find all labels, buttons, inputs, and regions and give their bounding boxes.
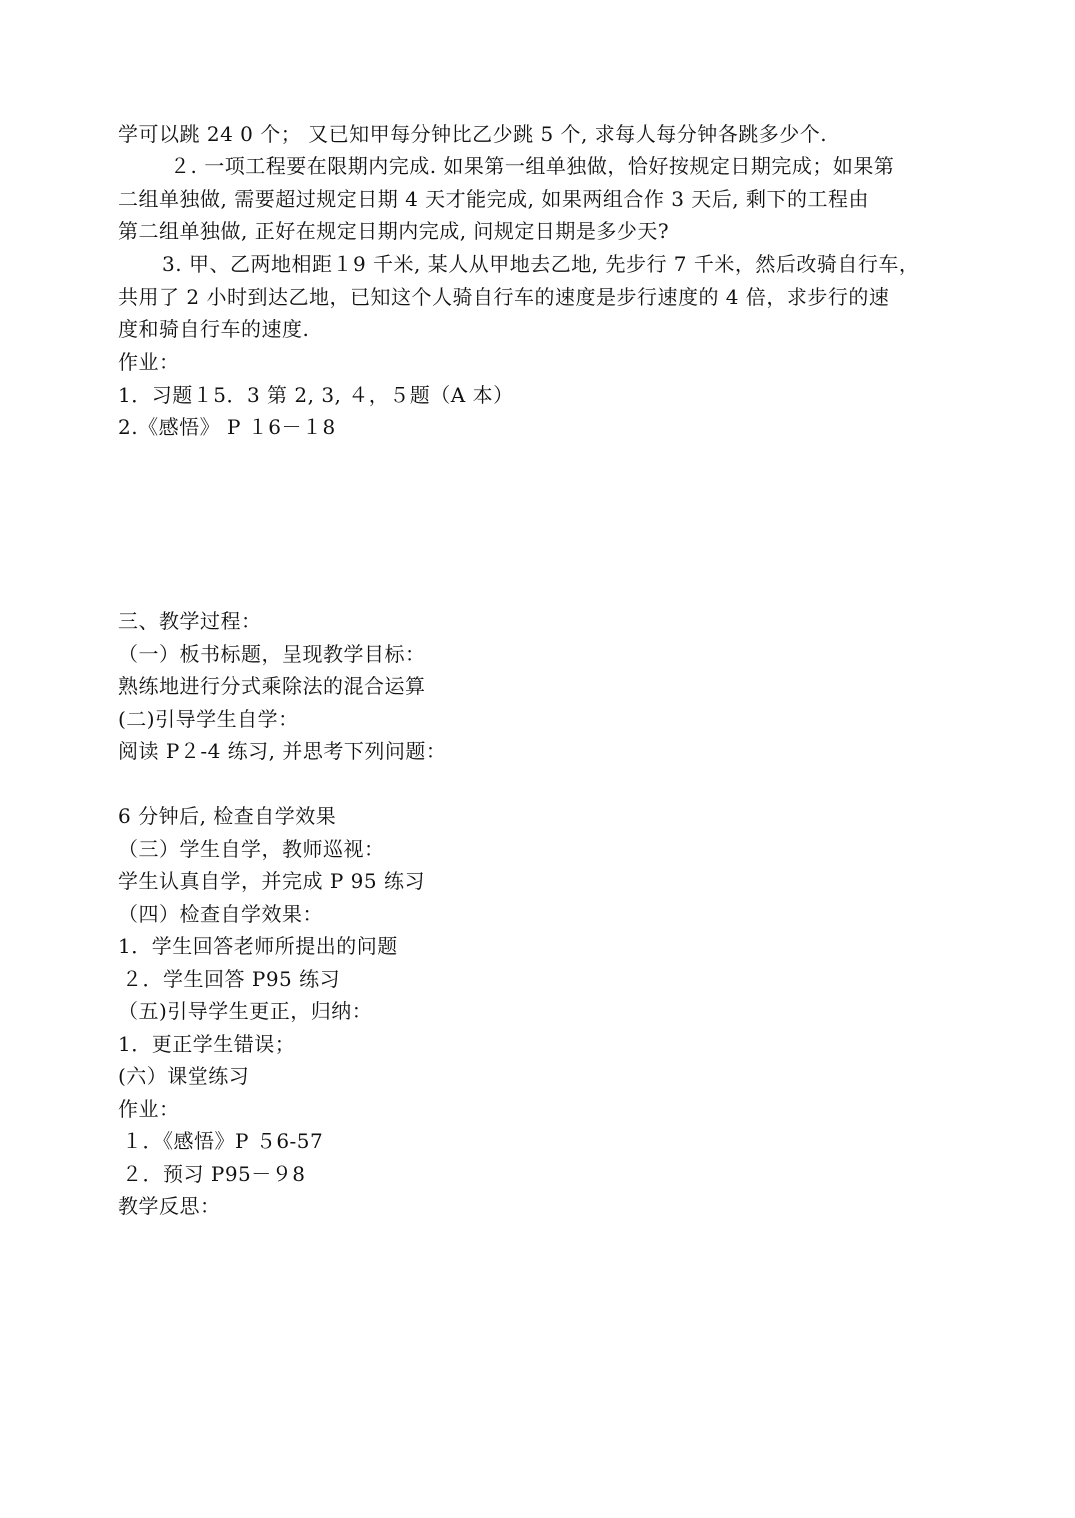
step-6-heading: (六）课堂练习 [118, 1064, 250, 1088]
problem-3-line-1: 3. 甲、乙两地相距１9 千米, 某人从甲地去乙地, 先步行 7 千米，然后改骑自行车， [162, 252, 920, 276]
problem-2-line-3: 第二组单独做, 正好在规定日期内完成, 问规定日期是多少天? [118, 219, 670, 243]
problem-1-continuation: 学可以跳 24 0 个； 又已知甲每分钟比乙少跳 5 个, 求每人每分钟各跳多少个. [118, 122, 828, 146]
homework-heading-2: 作业： [118, 1097, 180, 1121]
homework-item-2: 2.《感悟》 P １6－１8 [118, 415, 336, 439]
check-item-2: ２．学生回答 P95 练习 [122, 967, 341, 991]
homework-heading: 作业： [118, 350, 180, 374]
teaching-reflection-heading: 教学反思： [118, 1194, 221, 1218]
student-self-study: 学生认真自学，并完成 P 95 练习 [118, 869, 425, 893]
teaching-goal: 熟练地进行分式乘除法的混合运算 [118, 674, 426, 698]
problem-2-line-2: 二组单独做, 需要超过规定日期 4 天才能完成, 如果两组合作 3 天后, 剩下的工程由 [118, 187, 870, 211]
problem-3-line-2: 共用了 2 小时到达乙地，已知这个人骑自行车的速度是步行速度的 4 倍，求步行的速 [118, 285, 890, 309]
step-2-heading: (二)引导学生自学： [118, 707, 299, 731]
correction-item-1: 1．更正学生错误； [118, 1032, 296, 1056]
problem-3-line-3: 度和骑自行车的速度. [118, 317, 310, 341]
problem-2-line-1: ２. 一项工程要在限期内完成. 如果第一组单独做，恰好按规定日期完成；如果第 [170, 154, 895, 178]
homework-2-item-1: １．《感悟》P ５6-57 [122, 1129, 324, 1153]
homework-2-item-2: ２．预习 P95－９8 [122, 1162, 306, 1186]
step-1-heading: （一）板书标题，呈现教学目标： [118, 642, 426, 666]
reading-instruction: 阅读 P２-4 练习, 并思考下列问题： [118, 739, 447, 763]
step-3-heading: （三）学生自学，教师巡视： [118, 837, 385, 861]
self-study-check-note: 6 分钟后, 检查自学效果 [118, 804, 337, 828]
section-heading-teaching-process: 三、教学过程： [118, 609, 262, 633]
step-4-heading: （四）检查自学效果： [118, 902, 323, 926]
check-item-1: 1．学生回答老师所提出的问题 [118, 934, 398, 958]
homework-item-1: 1．习题１5．3 第 2, 3, ４，５题（A 本） [118, 383, 514, 407]
step-5-heading: （五)引导学生更正，归纳： [118, 999, 373, 1023]
